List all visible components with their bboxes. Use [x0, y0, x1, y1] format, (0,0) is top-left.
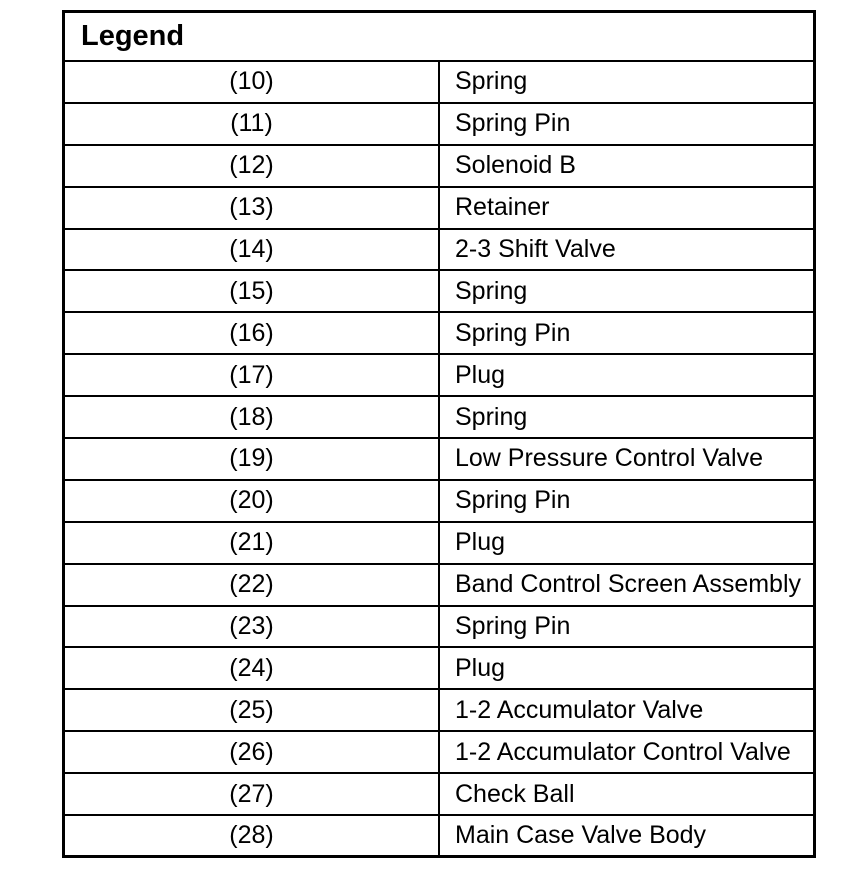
legend-row — [64, 438, 815, 480]
legend-item-number: (21) — [64, 522, 440, 564]
legend-item-description: Main Case Valve Body — [439, 815, 815, 857]
legend-item-number: (22) — [64, 564, 440, 606]
legend-item-description: Band Control Screen Assembly — [439, 564, 815, 606]
legend-row — [64, 145, 815, 187]
legend-item-description: Retainer — [439, 187, 815, 229]
legend-row — [64, 564, 815, 606]
legend-item-number: (14) — [64, 229, 440, 271]
legend-row — [64, 815, 815, 857]
legend-item-description: Spring — [439, 270, 815, 312]
legend-item-number: (18) — [64, 396, 440, 438]
legend-row — [64, 103, 815, 145]
legend-item-number: (27) — [64, 773, 440, 815]
legend-item-description: Solenoid B — [439, 145, 815, 187]
legend-item-number: (26) — [64, 731, 440, 773]
legend-item-description: Spring Pin — [439, 480, 815, 522]
legend-item-description: Spring Pin — [439, 312, 815, 354]
legend-row — [64, 606, 815, 648]
legend-item-number: (10) — [64, 61, 440, 103]
legend-row — [64, 61, 815, 103]
legend-item-description: Spring — [439, 61, 815, 103]
legend-row — [64, 312, 815, 354]
legend-item-number: (16) — [64, 312, 440, 354]
legend-item-number: (25) — [64, 689, 440, 731]
legend-row — [64, 773, 815, 815]
legend-title: Legend — [64, 12, 815, 62]
legend-header-row — [64, 12, 815, 62]
legend-table — [62, 10, 816, 858]
legend-row — [64, 270, 815, 312]
legend-row — [64, 229, 815, 271]
legend-item-description: 2-3 Shift Valve — [439, 229, 815, 271]
legend-body — [64, 61, 815, 857]
legend-item-description: 1-2 Accumulator Valve — [439, 689, 815, 731]
legend-item-description: Plug — [439, 522, 815, 564]
legend-row — [64, 689, 815, 731]
legend-item-number: (12) — [64, 145, 440, 187]
legend-item-description: Plug — [439, 647, 815, 689]
legend-row — [64, 354, 815, 396]
legend-row — [64, 731, 815, 773]
legend-row — [64, 647, 815, 689]
legend-item-description: 1-2 Accumulator Control Valve — [439, 731, 815, 773]
legend-row — [64, 187, 815, 229]
legend-item-description: Spring — [439, 396, 815, 438]
legend-item-number: (28) — [64, 815, 440, 857]
legend-item-description: Spring Pin — [439, 103, 815, 145]
legend-row — [64, 522, 815, 564]
legend-item-number: (24) — [64, 647, 440, 689]
legend-row — [64, 480, 815, 522]
legend-item-number: (11) — [64, 103, 440, 145]
legend-item-description: Low Pressure Control Valve — [439, 438, 815, 480]
legend-item-description: Check Ball — [439, 773, 815, 815]
legend-item-number: (15) — [64, 270, 440, 312]
legend-item-number: (17) — [64, 354, 440, 396]
legend-row — [64, 396, 815, 438]
legend-item-description: Spring Pin — [439, 606, 815, 648]
legend-item-description: Plug — [439, 354, 815, 396]
legend-item-number: (13) — [64, 187, 440, 229]
legend-item-number: (19) — [64, 438, 440, 480]
legend-item-number: (23) — [64, 606, 440, 648]
legend-item-number: (20) — [64, 480, 440, 522]
